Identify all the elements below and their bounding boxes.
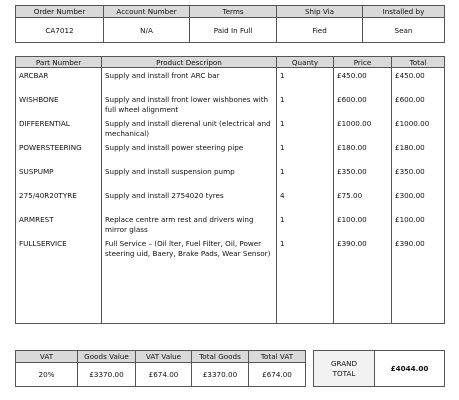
- description-cell: Full Service – (Oil lter, Fuel Filter, Oil, Power steering uid, Baery, Brake Pads, Wear Sensor): [102, 236, 277, 260]
- table-row: [16, 116, 445, 140]
- table-row: [16, 188, 445, 212]
- description-cell: Supply and install power steering pipe: [102, 140, 277, 164]
- items-table: [15, 56, 445, 324]
- ship-via-value: Fied: [277, 18, 363, 43]
- total-cell: £390.00: [392, 236, 445, 260]
- goods-value: £3370.00: [78, 363, 136, 387]
- table-row: [16, 164, 445, 188]
- table-row: [16, 236, 445, 260]
- grand-label-line-1: GRAND: [330, 358, 358, 368]
- totals-header-row: [16, 351, 445, 363]
- totals-table: [15, 350, 445, 387]
- part-number-cell: ARCBAR: [16, 68, 102, 93]
- items-header-row: [16, 57, 445, 68]
- price-cell: £100.00: [334, 212, 392, 236]
- empty-cell: [277, 260, 334, 324]
- description-cell: Replace centre arm rest and drivers wing mirror glass: [102, 212, 277, 236]
- total-cell: £1000.00: [392, 116, 445, 140]
- installed-by-header: Installed by: [363, 6, 445, 18]
- part-number-cell: SUSPUMP: [16, 164, 102, 188]
- price-cell: £450.00: [334, 68, 392, 93]
- price-cell: £350.00: [334, 164, 392, 188]
- empty-cell: [16, 260, 102, 324]
- total-cell: £600.00: [392, 92, 445, 116]
- empty-filler-row: [16, 260, 445, 324]
- price-cell: £75.00: [334, 188, 392, 212]
- part-number-cell: WISHBONE: [16, 92, 102, 116]
- installed-by-value: Sean: [363, 18, 445, 43]
- total-cell: £100.00: [392, 212, 445, 236]
- quantity-cell: 4: [277, 188, 334, 212]
- description-cell: Supply and install front lower wishbones with full wheel alignment: [102, 92, 277, 116]
- ship-via-header: Ship Via: [277, 6, 363, 18]
- description-cell: Supply and install 2754020 tyres: [102, 188, 277, 212]
- total-goods-header: Total Goods: [192, 351, 249, 363]
- table-row: [16, 212, 445, 236]
- order-number-value: CA7012: [16, 18, 104, 43]
- quantity-cell: 1: [277, 164, 334, 188]
- grand-total-label: [314, 351, 375, 387]
- total-vat-header: Total VAT: [249, 351, 306, 363]
- order-info-table: [15, 5, 445, 43]
- price-cell: £600.00: [334, 92, 392, 116]
- total-vat-value: £674.00: [249, 363, 306, 387]
- goods-value-header: Goods Value: [78, 351, 136, 363]
- quantity-header: Quanty: [277, 57, 334, 68]
- terms-value: Paid In Full: [190, 18, 277, 43]
- price-cell: £180.00: [334, 140, 392, 164]
- vat-value-header: VAT Value: [136, 351, 192, 363]
- description-cell: Supply and install dierenal unit (electrical and mechanical): [102, 116, 277, 140]
- order-header-row: [16, 6, 445, 18]
- order-value-row: [16, 18, 445, 43]
- empty-cell: [334, 260, 392, 324]
- empty-cell: [102, 260, 277, 324]
- grand-total-value: £4044.00: [375, 351, 445, 387]
- grand-label-line-2: TOTAL: [332, 368, 356, 378]
- spacer: [306, 351, 314, 387]
- part-number-cell: ARMREST: [16, 212, 102, 236]
- vat-rate-value: 20%: [16, 363, 78, 387]
- account-number-header: Account Number: [104, 6, 190, 18]
- table-row: [16, 92, 445, 116]
- total-header: Total: [392, 57, 445, 68]
- quantity-cell: 1: [277, 68, 334, 93]
- quantity-cell: 1: [277, 236, 334, 260]
- part-number-cell: POWERSTEERING: [16, 140, 102, 164]
- terms-header: Terms: [190, 6, 277, 18]
- price-header: Price: [334, 57, 392, 68]
- quantity-cell: 1: [277, 212, 334, 236]
- total-cell: £350.00: [392, 164, 445, 188]
- account-number-value: N/A: [104, 18, 190, 43]
- total-cell: £300.00: [392, 188, 445, 212]
- price-cell: £1000.00: [334, 116, 392, 140]
- vat-rate-header: VAT: [16, 351, 78, 363]
- total-cell: £450.00: [392, 68, 445, 93]
- quantity-cell: 1: [277, 116, 334, 140]
- quantity-cell: 1: [277, 140, 334, 164]
- product-description-header: Product Descripon: [102, 57, 277, 68]
- description-cell: Supply and install suspension pump: [102, 164, 277, 188]
- vat-value: £674.00: [136, 363, 192, 387]
- part-number-header: Part Number: [16, 57, 102, 68]
- empty-cell: [392, 260, 445, 324]
- quantity-cell: 1: [277, 92, 334, 116]
- table-row: [16, 140, 445, 164]
- part-number-cell: 275/40R20TYRE: [16, 188, 102, 212]
- total-goods-value: £3370.00: [192, 363, 249, 387]
- price-cell: £390.00: [334, 236, 392, 260]
- order-number-header: Order Number: [16, 6, 104, 18]
- description-cell: Supply and install front ARC bar: [102, 68, 277, 93]
- table-row: [16, 68, 445, 93]
- part-number-cell: DIFFERENTIAL: [16, 116, 102, 140]
- total-cell: £180.00: [392, 140, 445, 164]
- part-number-cell: FULLSERVICE: [16, 236, 102, 260]
